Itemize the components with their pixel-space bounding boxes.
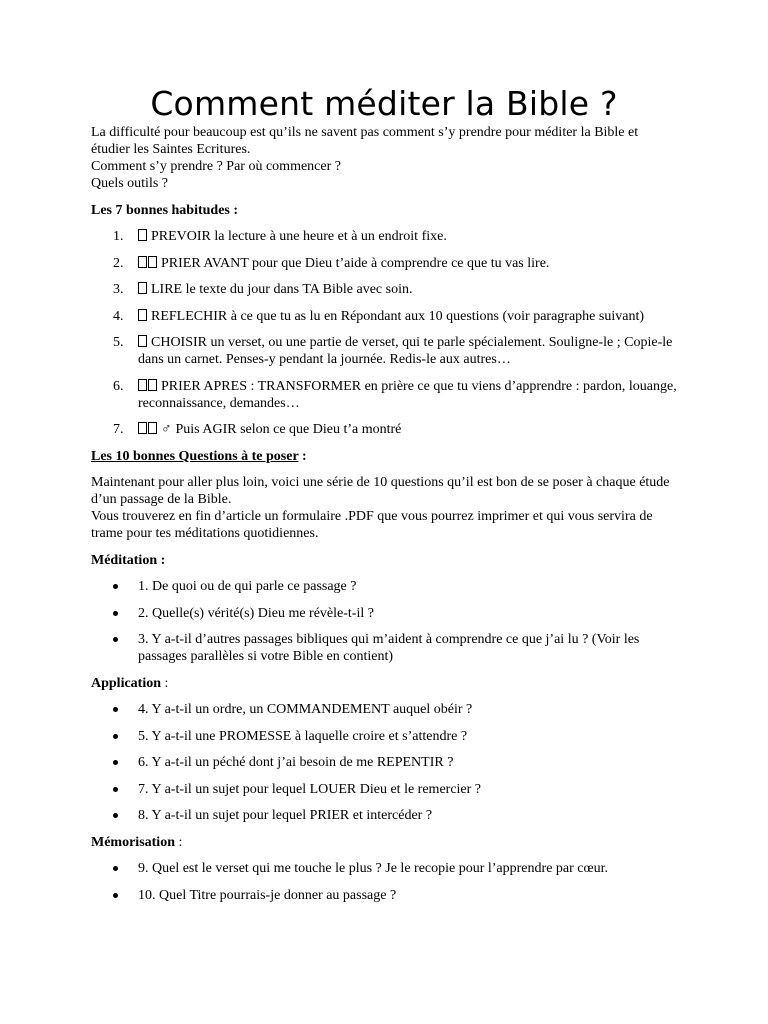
section-heading [91,834,677,851]
question-text: 6. Y a-t-il un péché dont j’ai besoin de me REPENTIR ? [138,755,454,770]
habit-item [91,334,677,368]
question-item [91,578,677,595]
questions-heading-suffix: : [298,449,307,464]
question-list [91,860,677,904]
question-text: 3. Y a-t-il d’autres passages bibliques qui m’aident à comprendre ce que j’ai lu ? (Voir les passages parallèles si votre Bible en contient) [138,632,640,664]
question-text: 4. Y a-t-il un ordre, un COMMANDEMENT auquel obéir ? [138,702,473,717]
missing-glyph-icon [138,309,147,321]
missing-glyph-icon [138,229,147,241]
missing-glyph-icon [148,422,157,434]
questions-intro [91,474,677,542]
habit-item [91,308,677,325]
question-item [91,701,677,718]
intro-line: Comment s’y prendre ? Par où commencer ? [91,159,341,174]
question-item [91,781,677,798]
bullet-icon [113,637,118,642]
habits-heading: Les 7 bonnes habitudes : [91,203,239,218]
habits-list [91,228,677,438]
bullet-icon [113,707,118,712]
section-label: Méditation [91,553,158,568]
question-text: 10. Quel Titre pourrais-je donner au passage ? [138,887,397,903]
intro-line: La difficulté pour beaucoup est qu’ils ne savent pas comment s’y prendre pour méditer la Bible et étudier les Saintes Ecritures. [91,125,639,157]
bullet-icon [113,866,118,871]
habit-item [91,228,677,245]
habit-number: 7. [113,422,124,437]
question-item [91,754,677,771]
habit-item [91,255,677,272]
habit-text: PRIER APRES : TRANSFORMER en prière ce que tu viens d’apprendre : pardon, louange, reconnaissance, demandes… [138,378,677,411]
bullet-icon [113,584,118,589]
missing-glyph-icon [138,282,147,294]
document-page [91,84,677,913]
question-text: 1. De quoi ou de qui parle ce passage ? [138,579,357,594]
questions-heading-text: Les 10 bonnes Questions à te poser [91,449,299,464]
document-title: Comment méditer la Bible ? [150,84,618,123]
section-suffix: : [157,553,166,568]
habit-number: 1. [113,229,124,244]
question-item [91,605,677,622]
bullet-icon [113,893,118,898]
bullet-icon [113,787,118,792]
question-item [91,807,677,824]
question-item [91,860,677,877]
habit-text: PRIER AVANT pour que Dieu t’aide à comprendre ce que tu vas lire. [161,255,550,271]
question-text: 7. Y a-t-il un sujet pour lequel LOUER Dieu et le remercier ? [138,781,482,797]
habit-number: 2. [113,255,124,271]
question-text: 5. Y a-t-il une PROMESSE à laquelle croire et s’attendre ? [138,728,468,744]
habit-number: 5. [113,335,124,350]
missing-glyph-icon [138,422,147,434]
question-item [91,887,677,904]
intro-paragraph [91,124,677,192]
question-list [91,578,677,665]
question-text: 8. Y a-t-il un sujet pour lequel PRIER et intercéder ? [138,808,433,823]
question-text: 2. Quelle(s) vérité(s) Dieu me révèle-t-il ? [138,605,374,621]
section-label: Application [91,676,162,691]
habit-text: REFLECHIR à ce que tu as lu en Répondant aux 10 questions (voir paragraphe suivant) [151,308,644,324]
male-sign-icon: ♂ [161,422,172,437]
habit-item [91,281,677,298]
question-text: 9. Quel est le verset qui me touche le plus ? Je le recopie pour l’apprendre par cœur. [138,861,608,876]
bullet-icon [113,611,118,616]
habit-item [91,421,677,438]
habit-item [91,378,677,412]
intro-line: Quels outils ? [91,176,168,191]
bullet-icon [113,760,118,765]
habit-number: 3. [113,282,124,297]
questions-intro-line: Maintenant pour aller plus loin, voici une série de 10 questions qu’il est bon de se poser à chaque étude d’un passage de la Bible. [91,475,670,507]
missing-glyph-icon [138,379,147,391]
section-suffix: : [174,835,183,850]
section-suffix: : [161,676,169,691]
bullet-icon [113,734,118,739]
habit-text: CHOISIR un verset, ou une partie de verset, qui te parle spécialement. Souligne-le ; Copie-le dans un carnet. Penses-y pendant la journée. Redis-le aux autres… [138,335,673,367]
section-heading [91,552,677,569]
missing-glyph-icon [138,256,147,268]
questions-intro-line: Vous trouverez en fin d’article un formulaire .PDF que vous pourrez imprimer et qui vous servira de trame pour tes méditations quotidiennes. [91,509,653,541]
question-item [91,631,677,665]
question-sections [91,552,677,904]
question-list [91,701,677,824]
missing-glyph-icon [148,379,157,391]
habit-text: Puis AGIR selon ce que Dieu t’a montré [175,422,402,437]
habit-text: PREVOIR la lecture à une heure et à un endroit fixe. [151,229,447,244]
habit-number: 4. [113,308,124,324]
habit-number: 6. [113,378,124,394]
missing-glyph-icon [148,256,157,268]
question-item [91,728,677,745]
bullet-icon [113,813,118,818]
questions-heading [91,448,677,465]
habit-text: LIRE le texte du jour dans TA Bible avec soin. [151,282,413,297]
section-label: Mémorisation [91,835,175,850]
missing-glyph-icon [138,335,147,347]
section-heading [91,675,677,692]
